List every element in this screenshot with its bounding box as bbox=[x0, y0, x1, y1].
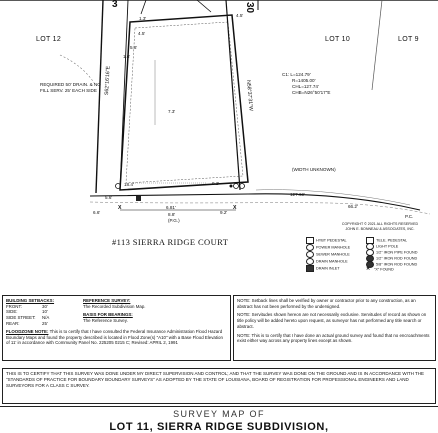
dim-label: 9.2' bbox=[212, 181, 220, 186]
legend-item: SEWER MANHOLE bbox=[316, 252, 350, 257]
legend-item: DRAIN MANHOLE bbox=[316, 259, 348, 264]
dim-label: 9.2' bbox=[220, 210, 228, 215]
manhole-legend-icon bbox=[306, 251, 314, 258]
x-found-legend-icon: ✕ bbox=[366, 266, 371, 272]
legend-item: DRAIN INLET bbox=[316, 266, 340, 271]
frontage-label: 6.81' bbox=[166, 205, 176, 210]
curve-radius: R=1405.00' bbox=[292, 78, 316, 83]
pedestal-legend-icon bbox=[306, 237, 314, 244]
setback-side-value: 10' bbox=[42, 309, 48, 315]
survey-map-heading: SURVEY MAP OF bbox=[173, 409, 265, 419]
dim-label: 6.6' bbox=[93, 210, 101, 215]
lot-9-label: LOT 9 bbox=[398, 36, 419, 43]
pedestal-marker bbox=[136, 196, 141, 201]
drain-inlet-legend-icon bbox=[306, 265, 314, 272]
basis-bearings-value: The Reference Survey. bbox=[83, 318, 128, 324]
setback-side-street-label: SIDE STREET: bbox=[6, 315, 36, 321]
legend bbox=[306, 237, 436, 273]
dim-label: 5.6' bbox=[130, 45, 138, 50]
point-of-curve-label: P.C. bbox=[405, 214, 414, 219]
servitude-note: NOTE: Servitudes shown hereon are not necessarily exclusive. Servitudes of record as shown on title policy will be added hereto upon request, as surveyor has not performed any title search or abstract. bbox=[237, 312, 427, 329]
certification-statement bbox=[2, 368, 436, 404]
drain-servitude-note: REQUIRED 50' DRAIN. & NO FILL SERV. 25' EACH SIDE bbox=[40, 82, 101, 94]
bearing-fragment-left: 3 bbox=[112, 0, 118, 10]
reference-survey-value: The Recorded Subdivision Map. bbox=[83, 303, 146, 309]
x-marker: X bbox=[233, 205, 237, 211]
setback-rear-label: REAR: bbox=[6, 320, 20, 326]
manhole-legend-icon bbox=[306, 258, 314, 265]
dim-label: 18.4' bbox=[124, 182, 134, 187]
dim-label: 1.6' bbox=[123, 54, 131, 59]
bearing-fragment-right: 30 bbox=[244, 2, 255, 14]
setback-note: NOTE: Setback lines shall be verified by owner or contractor prior to any construction, as an abstract has not been performed by the undersigned. bbox=[237, 298, 416, 309]
setback-front-value: 30' bbox=[42, 303, 48, 309]
floodzone-heading: FLOODZONE NOTE: bbox=[6, 329, 49, 334]
dim-label: 4.5' bbox=[236, 13, 244, 18]
legend-item: "X" FOUND bbox=[374, 267, 394, 272]
basis-bearings-heading: BASIS FOR BEARINGS: bbox=[83, 312, 133, 318]
dim-label: 1.3' bbox=[139, 16, 147, 21]
survey-info-box bbox=[2, 295, 231, 361]
dim-label: 4.5' bbox=[138, 31, 146, 36]
setback-front-label: FRONT: bbox=[6, 303, 22, 309]
dim-label: 66.2' bbox=[348, 204, 358, 209]
reference-survey-heading: REFERENCE SURVEY: bbox=[83, 298, 131, 303]
curve-length: C1: L=124.79' bbox=[282, 72, 311, 77]
copyright-block: COPYRIGHT © 2021 ALL RIGHTS RESERVED JOHN E. BONNEAU & ASSOCIATES, INC. bbox=[341, 222, 419, 232]
encroachment-note: NOTE: This is to certify that I have done an actual ground survey and found that no encroachments exist either way across any property lines except as shown. bbox=[237, 332, 430, 344]
west-line-bearing: S62°16'16"E bbox=[104, 65, 112, 96]
plat-given-label: (P.G.) bbox=[168, 218, 180, 223]
lot-line-lot9 bbox=[372, 0, 382, 90]
survey-notes-box bbox=[233, 295, 436, 361]
curve-data-block bbox=[282, 72, 330, 95]
x-marker: X bbox=[118, 205, 122, 211]
legend-item: TELE. PEDESTAL bbox=[376, 238, 408, 243]
legend-item: LIGHT POLE bbox=[376, 244, 399, 249]
dim-label: 127.60' bbox=[290, 192, 305, 197]
setback-side-label: SIDE: bbox=[6, 309, 18, 315]
setback-rear-value: 25' bbox=[42, 320, 48, 326]
east-line-bearing: N58°37'31"W bbox=[245, 79, 254, 112]
survey-title-block bbox=[0, 406, 438, 433]
lot-10-label: LOT 10 bbox=[325, 36, 351, 43]
legend-item: 5/8" IRON ROD FOUND bbox=[376, 262, 418, 267]
dim-label: 8.8' bbox=[168, 212, 176, 217]
curve-chord-bearing: CHB=N26°50'17"E bbox=[292, 90, 331, 95]
certification-text: THIS IS TO CERTIFY THAT THIS SURVEY WAS DONE UNDER MY DIRECT SUPERVISION AND CONTROL; AND THAT THE SURVEY WAS DONE ON THE GROUND AND IS IN ACCORDANCE WITH THE "STANDARDS OF PRACTICE FOR BOUNDARY BOUNDARY SURVEYS" AS ADOPTED BY THE STATE OF LOUISIANA, BOARD OF REGISTRATION FOR PROFESSIONAL ENGINEERS AND LAND SURVEYORS FOR A CLASS C SURVEY. bbox=[6, 371, 424, 389]
legend-item: POWER MANHOLE bbox=[316, 245, 351, 250]
legend-item: 1/2" IRON ROD FOUND bbox=[376, 256, 418, 261]
legend-item: HYBT PEDESTAL bbox=[316, 238, 347, 243]
setbacks-heading: BUILDING SETBACKS: bbox=[6, 298, 55, 303]
setback-side-street-value: N/A bbox=[42, 315, 50, 321]
legend-item: 1/2" IRON PIPE FOUND bbox=[376, 250, 418, 255]
lot-12-label: LOT 12 bbox=[36, 36, 62, 43]
dim-label: 7.3' bbox=[168, 109, 176, 114]
manhole-legend-icon bbox=[306, 244, 314, 251]
lot-line-west bbox=[96, 0, 103, 193]
subdivision-title: LOT 11, SIERRA RIDGE SUBDIVISION, bbox=[109, 421, 329, 433]
dim-label: 5.6' bbox=[105, 195, 113, 200]
ditch-width-note: (WIDTH UNKNOWN) bbox=[292, 167, 336, 172]
floodzone-text: This is to certify that I have consulted the Federal Insurance Administration Flood Hazard Boundary Maps and found the property described is located in Flood Zone(s) "A10" with a Base Flood Elevation of 11' in accordance with Community Panel No. 225205 0215 C; Revised: APRIL 2, 1991 bbox=[6, 329, 223, 346]
curve-chord-length: CHL=127.74' bbox=[292, 84, 319, 89]
property-address: #113 SIERRA RIDGE COURT bbox=[112, 237, 229, 247]
